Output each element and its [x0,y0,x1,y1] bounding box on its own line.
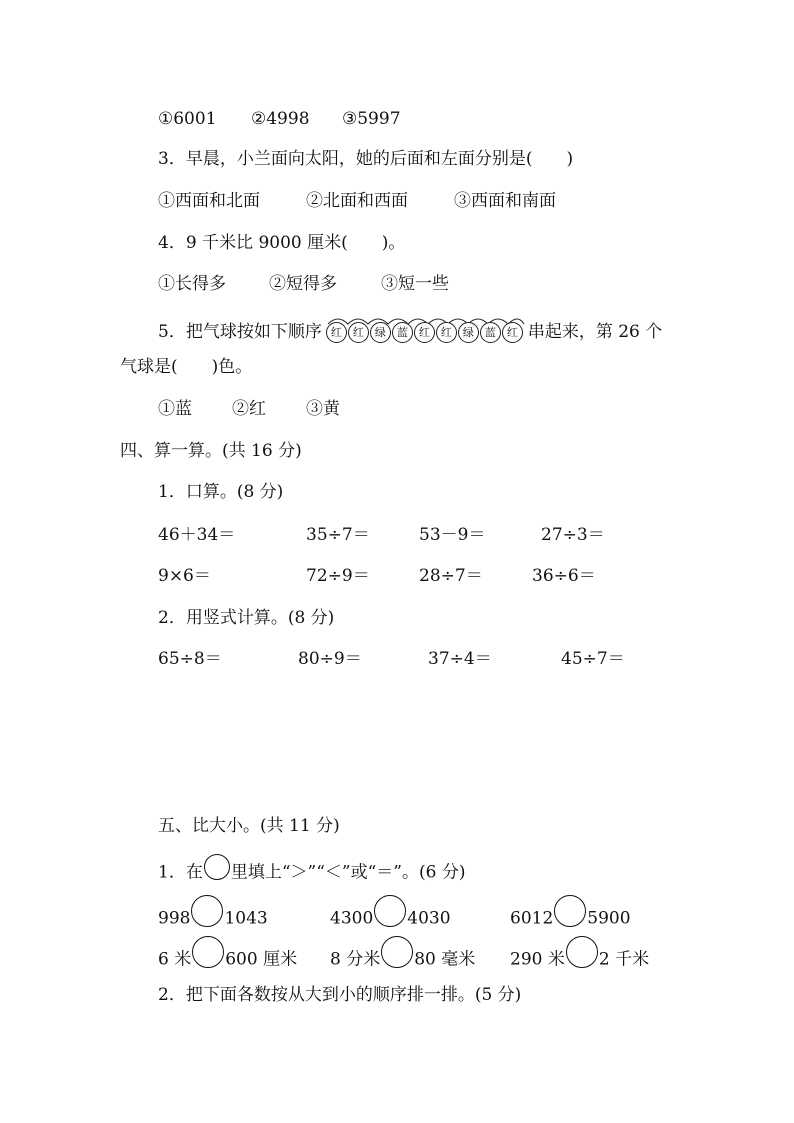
q3-option-2: ②北面和西面 [306,191,408,211]
oral-calc-item: 9×6＝ [158,566,211,586]
q5-line1 [158,318,662,346]
q1-text-before: 1．在 [158,862,203,883]
vertical-calc-item: 80÷9＝ [298,649,362,669]
vertical-calc-item: 45÷7＝ [561,649,625,669]
balloon: 红 [436,322,457,343]
q5-option-2: ②红 [232,399,266,419]
section4-sub2: 2．用竖式计算。(8 分) [158,608,335,628]
compare-left: 8 分米 [330,949,381,970]
balloon: 蓝 [392,322,413,343]
answer-circle-icon[interactable] [374,895,406,927]
answer-circle-icon[interactable] [566,936,598,968]
section5-title: 五、比大小。(共 11 分) [158,816,340,836]
compare-item [510,944,649,976]
answer-circle-icon[interactable] [192,936,224,968]
compare-right: 2 千米 [598,949,650,970]
balloon-string [326,320,524,346]
q2-option-2: ②4998 [251,109,310,129]
q4-option-2: ②短得多 [269,274,337,294]
balloon: 绿 [370,322,391,343]
oral-calc-item: 27÷3＝ [541,525,605,545]
q5-text-after: 串起来，第 26 个 [527,322,663,342]
compare-item [330,944,475,976]
oral-calc-item: 53－9＝ [419,525,486,545]
q1-text-after: 里填上“＞”“＜”或“＝”。(6 分) [230,862,466,883]
balloon: 红 [326,322,347,343]
q4-option-1: ①长得多 [158,274,226,294]
compare-item [158,903,268,935]
compare-left: 998 [158,908,191,929]
q5-option-1: ①蓝 [158,399,192,419]
q2-option-3: ③5997 [342,109,401,129]
oral-calc-item: 36÷6＝ [532,566,596,586]
balloon: 红 [414,322,435,343]
section4-title: 四、算一算。(共 16 分) [120,441,302,461]
q4-text: 4．9 千米比 9000 厘米( )。 [158,233,406,253]
compare-item [158,944,297,976]
balloon: 红 [348,322,369,343]
q2-option-1: ①6001 [158,109,217,129]
compare-left: 6012 [510,908,554,929]
compare-right: 80 毫米 [414,949,476,970]
section5-q2: 2．把下面各数按从大到小的顺序排一排。(5 分) [158,985,522,1005]
compare-right: 600 厘米 [225,949,298,970]
compare-right: 5900 [587,908,631,929]
balloon: 绿 [458,322,479,343]
compare-right: 4030 [407,908,451,929]
oral-calc-item: 46＋34＝ [158,525,236,545]
compare-item [510,903,631,935]
q3-text: 3．早晨，小兰面向太阳，她的后面和左面分别是( ) [158,149,574,169]
compare-left: 4300 [330,908,374,929]
oral-calc-item: 35÷7＝ [306,525,370,545]
answer-circle-icon[interactable] [554,895,586,927]
section4-sub1: 1．口算。(8 分) [158,482,284,502]
q4-option-3: ③短一些 [381,274,449,294]
vertical-calc-item: 65÷8＝ [158,649,222,669]
compare-item [330,903,451,935]
oral-calc-item: 72÷9＝ [306,566,370,586]
compare-left: 290 米 [510,949,565,970]
q3-option-1: ①西面和北面 [158,191,260,211]
q5-text-before: 5．把气球按如下顺序 [158,322,322,342]
vertical-calc-item: 37÷4＝ [428,649,492,669]
answer-circle-icon[interactable] [191,895,223,927]
balloon: 蓝 [480,322,501,343]
section5-q1 [158,860,465,886]
q5-line2: 气球是( )色。 [120,357,253,377]
answer-circle-icon[interactable] [381,936,413,968]
compare-left: 6 米 [158,949,192,970]
q3-option-3: ③西面和南面 [454,191,556,211]
q5-option-3: ③黄 [306,399,340,419]
answer-circle-icon [204,854,230,880]
compare-right: 1043 [224,908,268,929]
oral-calc-item: 28÷7＝ [419,566,483,586]
balloon: 红 [502,322,523,343]
